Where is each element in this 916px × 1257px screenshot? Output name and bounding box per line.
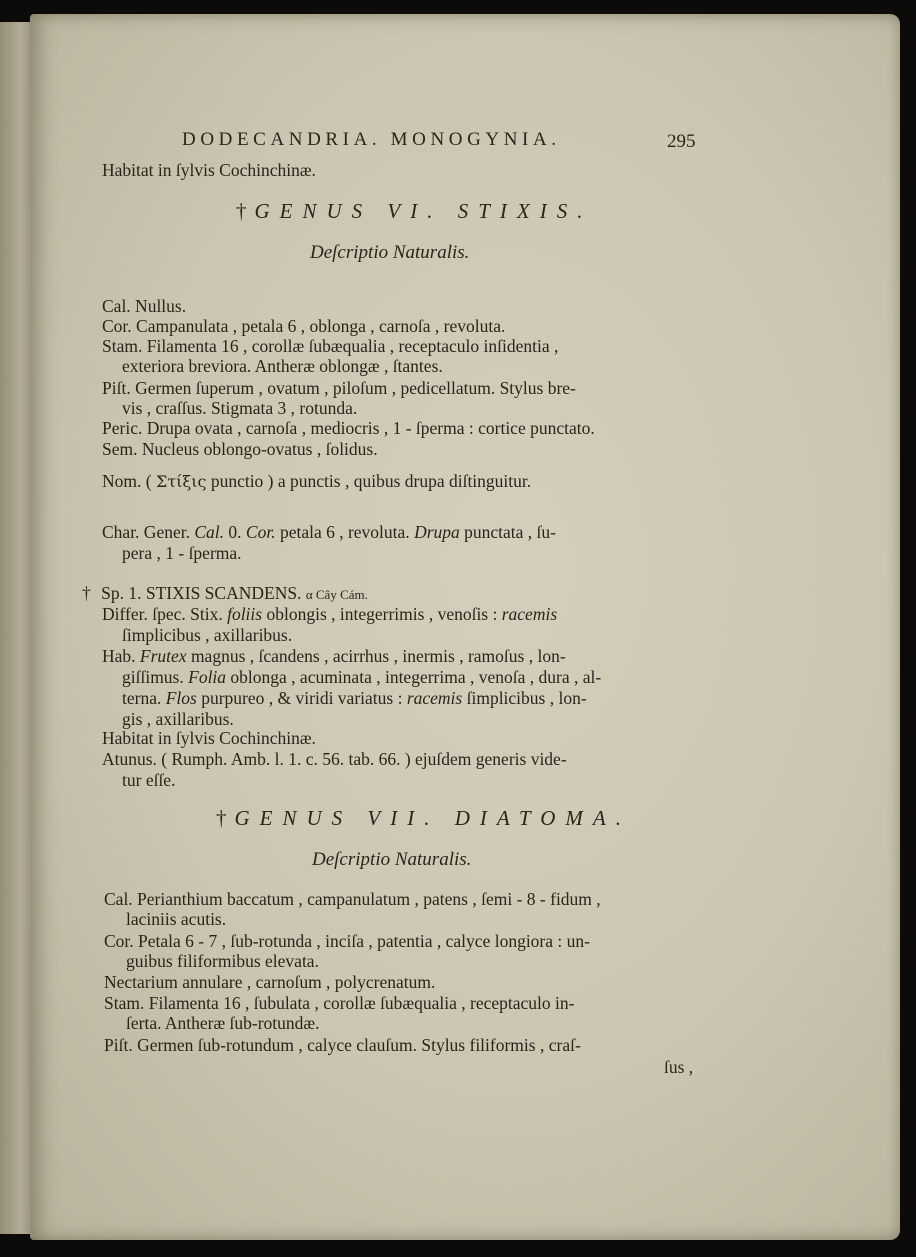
- greek-word: Στίξις: [155, 472, 207, 491]
- diff-text: oblongis , integerrimis , venoſis :: [266, 604, 498, 624]
- atunus-line-cont: tur eſſe.: [122, 770, 176, 790]
- character-line-cont: pera , 1 - ſperma.: [122, 543, 242, 563]
- genus-title-2: GENUS VII. DIATOMA.: [234, 806, 631, 830]
- hab2-folia: Folia: [188, 667, 227, 687]
- species-line: [82, 583, 368, 605]
- description-heading-2: Deſcriptio Naturalis.: [312, 849, 472, 870]
- nomen-label: Nom. (: [102, 471, 152, 491]
- vernacular-name: α Cây Cám.: [305, 587, 368, 602]
- hab2-rest: oblonga , acuminata , integerrima , venoſa , dura , al-: [230, 667, 602, 687]
- habitus-line-2: [122, 667, 601, 687]
- char-drupa: Drupa: [414, 522, 460, 542]
- calyx-line-2: Cal. Perianthium baccatum , campanulatum , patens , ſemi - 8 - fidum ,: [104, 889, 601, 909]
- habitus-line-4: gis , axillaribus.: [122, 709, 234, 729]
- pistil-line-cont: vis , craſſus. Stigmata 3 , rotunda.: [122, 398, 358, 418]
- hab-frutex: Frutex: [139, 646, 187, 666]
- pericarp-line: Peric. Drupa ovata , carnoſa , mediocris , 1 - ſperma : cortice punctato.: [102, 418, 595, 438]
- pistil-line-2: Piſt. Germen ſub-rotundum , calyce clauſum. Stylus filiformis , craſ-: [104, 1035, 581, 1055]
- hab3-terna: terna.: [122, 688, 162, 708]
- running-head: DODECANDRIA. MONOGYNIA.: [182, 129, 561, 150]
- char-petala: petala 6 , revoluta.: [279, 522, 410, 542]
- atunus-line: Atunus. ( Rumph. Amb. l. 1. c. 56. tab. 66. ) ejuſdem generis vide-: [102, 749, 567, 769]
- corolla-line-2: Cor. Petala 6 - 7 , ſub-rotunda , inciſa , patentia , calyce longiora : un-: [104, 931, 590, 951]
- hab2-text: giſſimus.: [122, 667, 184, 687]
- catchword: ſus ,: [664, 1057, 694, 1077]
- char-cal: Cal.: [194, 522, 225, 542]
- diff-foliis: foliis: [227, 604, 263, 624]
- stamen-line-cont: exteriora breviora. Antheræ oblongæ , ſtantes.: [122, 356, 443, 376]
- calyx-line-2-cont: laciniis acutis.: [126, 909, 227, 929]
- species-name: Sp. 1. STIXIS SCANDENS.: [101, 583, 302, 603]
- hab3-text: purpureo , & viridi variatus :: [201, 688, 403, 708]
- stamen-line-2-cont: ſerta. Antheræ ſub-rotundæ.: [126, 1013, 320, 1033]
- genus-heading-diatoma: [216, 808, 631, 828]
- species-dagger: †: [82, 583, 91, 603]
- book-page: [30, 14, 900, 1240]
- stamen-line: Stam. Filamenta 16 , corollæ ſubæqualia , receptaculo inſidentia ,: [102, 336, 559, 356]
- char-cor: Cor.: [245, 522, 276, 542]
- differentia-line: [102, 604, 557, 624]
- seed-line: Sem. Nucleus oblongo-ovatus , ſolidus.: [102, 439, 378, 459]
- nectarium-line: Nectarium annulare , carnoſum , polycrenatum.: [104, 972, 436, 992]
- dagger-mark: †: [236, 199, 247, 223]
- habitus-line: [102, 646, 566, 666]
- dagger-mark-2: †: [216, 806, 227, 830]
- hab3-flos: Flos: [165, 688, 197, 708]
- genus-title: GENUS VI. STIXIS.: [254, 199, 593, 223]
- hab3-racemis: racemis: [406, 688, 463, 708]
- character-line: [102, 522, 556, 542]
- hab3-rest: ſimplicibus , lon-: [466, 688, 587, 708]
- char-punctata: punctata , ſu-: [464, 522, 556, 542]
- description-heading: Deſcriptio Naturalis.: [310, 242, 470, 263]
- diff-label: Differ. ſpec. Stix.: [102, 604, 223, 624]
- stamen-line-2: Stam. Filamenta 16 , ſubulata , corollæ ſubæqualia , receptaculo in-: [104, 993, 575, 1013]
- char-label: Char. Gener.: [102, 522, 190, 542]
- diff-racemis: racemis: [501, 604, 558, 624]
- differentia-line-cont: ſimplicibus , axillaribus.: [122, 625, 293, 645]
- corolla-line-2-cont: guibus filiformibus elevata.: [126, 951, 319, 971]
- nomen-text: punctio ) a punctis , quibus drupa diſtinguitur.: [210, 471, 532, 491]
- habitat-line: Habitat in ſylvis Cochinchinæ.: [102, 160, 316, 180]
- genus-heading-stixis: [236, 201, 592, 221]
- habitat-line-2: Habitat in ſylvis Cochinchinæ.: [102, 728, 316, 748]
- pistil-line: Piſt. Germen ſuperum , ovatum , piloſum , pedicellatum. Stylus bre-: [102, 378, 576, 398]
- nomen-line: [102, 471, 531, 492]
- habitus-line-3: [122, 688, 587, 708]
- hab-text: magnus , ſcandens , acirrhus , inermis , ramoſus , lon-: [190, 646, 566, 666]
- corolla-line: Cor. Campanulata , petala 6 , oblonga , carnoſa , revoluta.: [102, 316, 506, 336]
- calyx-line: Cal. Nullus.: [102, 296, 187, 316]
- char-cal-value: 0.: [228, 522, 242, 542]
- page-number: 295: [667, 131, 696, 152]
- hab-label: Hab.: [102, 646, 136, 666]
